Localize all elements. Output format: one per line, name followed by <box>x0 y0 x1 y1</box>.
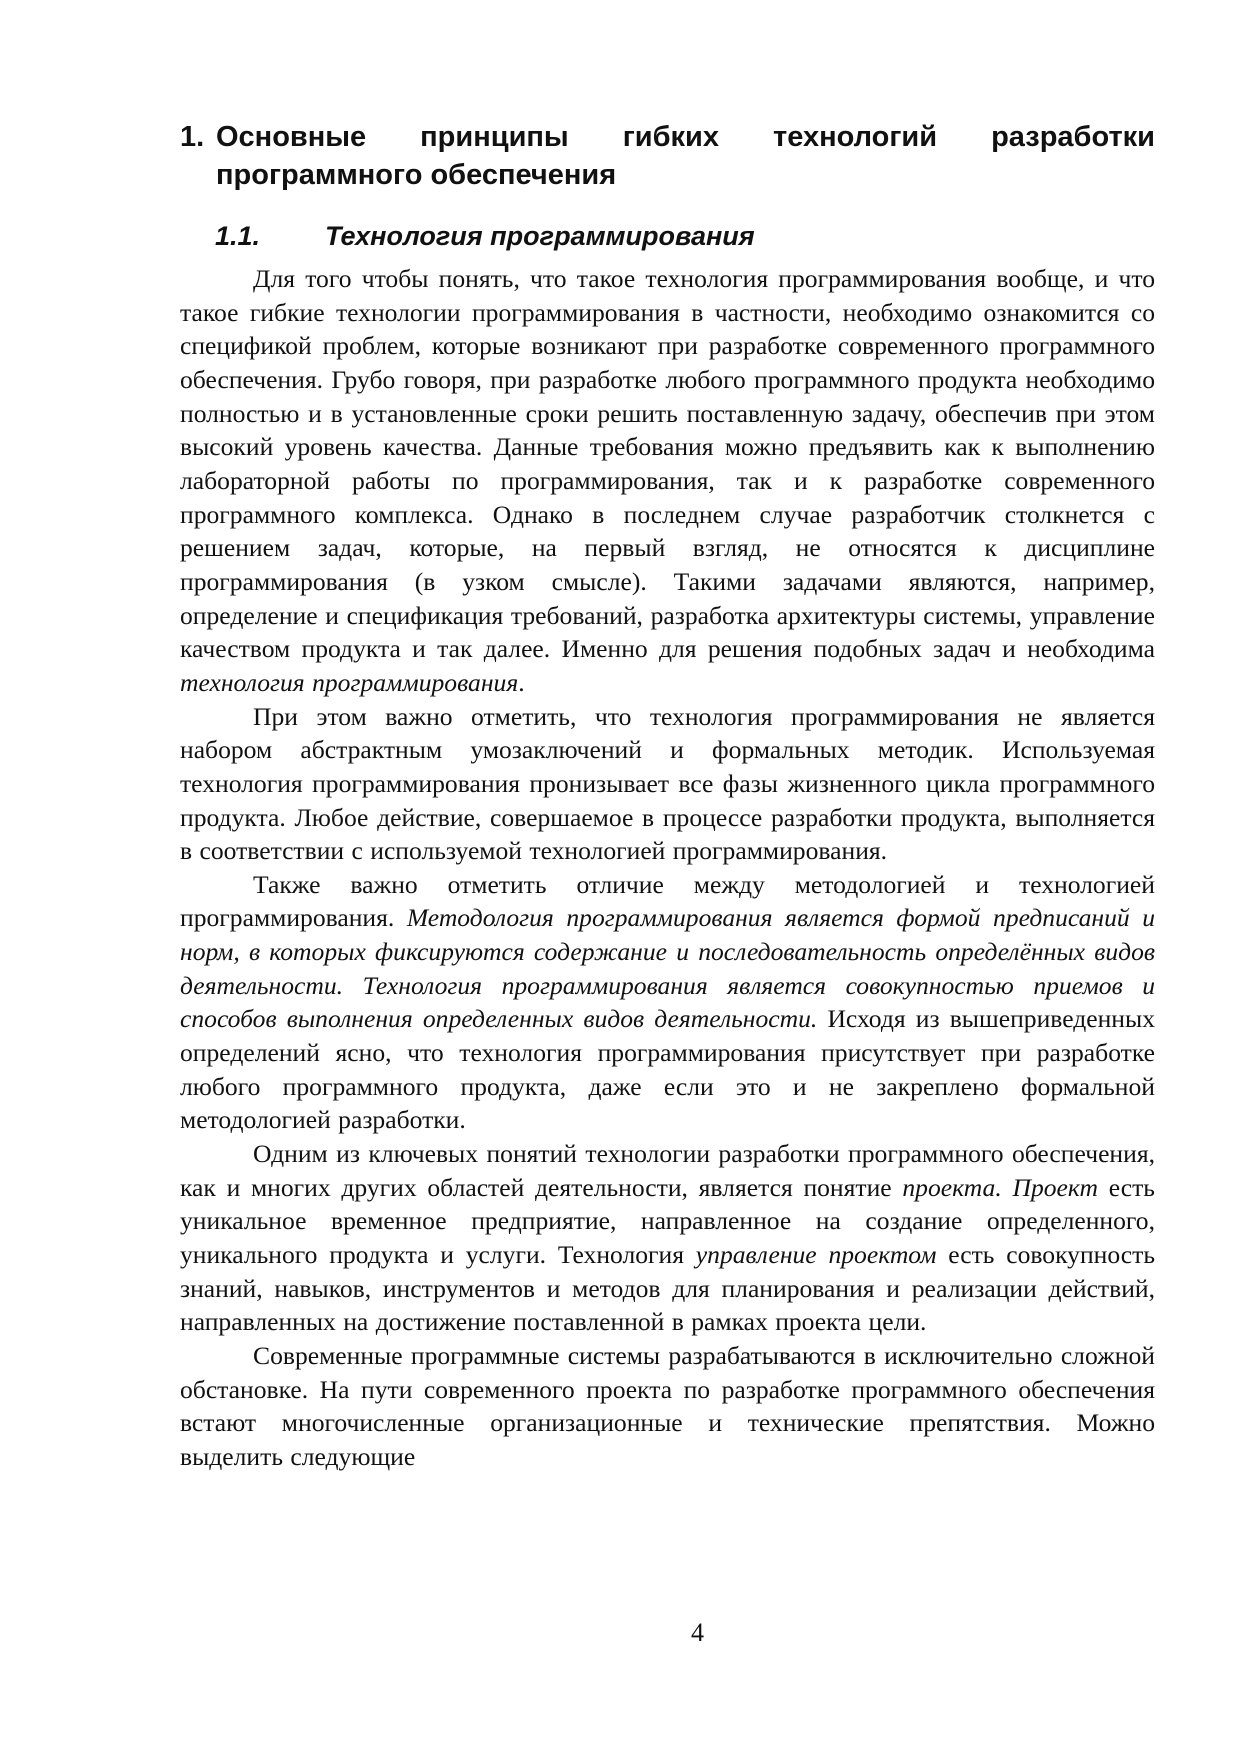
paragraph-1-text: Для того чтобы понять, что такое технология программирования вообще, и что такое гибкие технологии программирования в частности, необходимо ознакомится со спецификой проблем, которые возникают при разработке современного программного обеспечения. Грубо говоря, при разработке любого программного продукта необходимо полностью и в установленные сроки решить поставленную задачу, обеспечив при этом высокий уровень качества. Данные требования можно предъявить как к выполнению лабораторной работы по программирования, так и к разработке современного программного комплекса. Однако в последнем случае разработчик столкнется с решением задач, которые, на первый взгляд, не относятся к дисциплине программирования (в узком смысле). Такими задачами являются, например, определение и спецификация требований, разработка архитектуры системы, управление качеством продукта и так далее. Именно для решения подобных задач и необходима <box>180 264 1155 664</box>
body-text <box>180 262 1155 1474</box>
paragraph-3 <box>180 868 1155 1137</box>
paragraph-4-emphasis-2: управление проектом <box>695 1240 937 1270</box>
paragraph-5 <box>180 1339 1155 1474</box>
chapter-heading <box>180 118 1155 194</box>
paragraph-3-emphasis: Методология программирования является формой предписаний и норм, в которых фиксируются содержание и последовательность определённых видов деятельности. Технология программирования является совокупностью приемов и способов выполнения определенных видов деятельности. <box>180 903 1155 1034</box>
paragraph-1 <box>180 262 1155 700</box>
paragraph-4 <box>180 1137 1155 1339</box>
chapter-number: 1. <box>180 121 205 153</box>
chapter-title-line-1: Основные принципы гибких технологий разработки <box>216 121 1155 153</box>
paragraph-2-text: При этом важно отметить, что технология программирования не является набором абстрактным умозаключений и формальных методик. Используемая технология программирования пронизывает все фазы жизненного цикла программного продукта. Любое действие, совершаемое в процессе разработки продукта, выполняется в соответствии с используемой технологией программирования. <box>180 701 1155 866</box>
paragraph-4-middle: есть уникальное временное предприятие, направленное на создание определенного, уникального продукта и услуги. Технология <box>180 1172 1155 1270</box>
section-title: Технология программирования <box>325 221 755 251</box>
paragraph-3-end: Исходя из вышеприведенных определений ясно, что технология программирования присутствует при разработке любого программного продукта, даже если это и не закреплено формальной методологией разработки. <box>180 1004 1155 1135</box>
page-number: 4 <box>691 1618 704 1647</box>
paragraph-4-emphasis-1: проекта. Проект <box>902 1172 1099 1202</box>
paragraph-2 <box>180 700 1155 868</box>
paragraph-5-text: Современные программные системы разрабатываются в исключительно сложной обстановке. На пути современного проекта по разработке программного обеспечения встают многочисленные организационные и технические препятствия. Можно выделить следующие <box>180 1341 1155 1471</box>
paragraph-3-text: Также важно отметить отличие между методологией и технологией программирования. <box>180 869 1155 933</box>
paragraph-1-emphasis: технология программирования <box>180 667 519 697</box>
paragraph-4-end: есть совокупность знаний, навыков, инструментов и методов для планирования и реализации действий, направленных на достижение поставленной в рамках проекта цели. <box>180 1240 1156 1337</box>
section-number: 1.1. <box>215 221 261 251</box>
paragraph-4-text: Одним из ключевых понятий технологии разработки программного обеспечения, как и многих других областей деятельности, является понятие <box>180 1139 1155 1202</box>
chapter-title-line-2: программного обеспечения <box>216 159 617 191</box>
paragraph-1-end: . <box>518 667 525 697</box>
section-heading <box>215 219 755 253</box>
